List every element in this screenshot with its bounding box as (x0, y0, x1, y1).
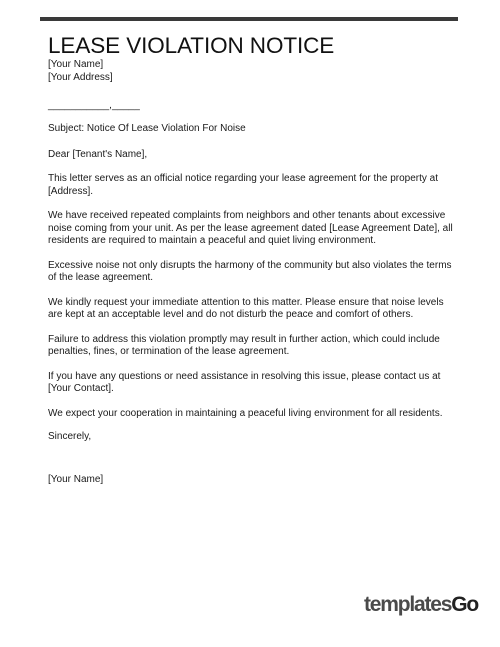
greeting: Dear [Tenant's Name], (48, 148, 148, 160)
sender-address: [Your Address] (48, 71, 113, 83)
document-title: LEASE VIOLATION NOTICE (48, 33, 335, 58)
paragraph-complaints: We have received repeated complaints from neighbors and other tenants about excessive noise coming from your unit. As per the lease agreement dated [Lease Agreement Date], all residents are required to maintain a peaceful and quiet living environment. (48, 210, 453, 246)
closing: Sincerely, (48, 431, 92, 442)
paragraph-disruption: Excessive noise not only disrupts the harmony of the community but also violates the terms of the lease agreement. (48, 259, 452, 283)
letter-body (48, 33, 458, 444)
paragraph-intro: This letter serves as an official notice regarding your lease agreement for the property at [Address]. (48, 173, 439, 197)
subject-line: Subject: Notice Of Lease Violation For Noise (48, 123, 246, 134)
brand-logo-accent: Go (451, 593, 479, 616)
paragraph-consequences: Failure to address this violation promptly may result in further action, which could include penalties, fines, or termination of the lease agreement. (48, 333, 440, 357)
brand-logo-main: templates (364, 593, 452, 616)
date-placeholder: ___________,_____ (48, 100, 140, 111)
paragraph-contact: If you have any questions or need assistance in resolving this issue, please contact us at [Your Contact]. (48, 370, 441, 394)
paragraph-request: We kindly request your immediate attention to this matter. Please ensure that noise levels are kept at an acceptable level and do not disturb the peace and comfort of others. (48, 296, 444, 320)
sender-block (48, 59, 458, 84)
top-rule (40, 17, 458, 21)
signature-name: [Your Name] (48, 474, 104, 485)
paragraph-cooperation: We expect your cooperation in maintaining a peaceful living environment for all residents. (48, 407, 443, 419)
brand-logo (364, 593, 478, 617)
sender-name: [Your Name] (48, 59, 104, 70)
